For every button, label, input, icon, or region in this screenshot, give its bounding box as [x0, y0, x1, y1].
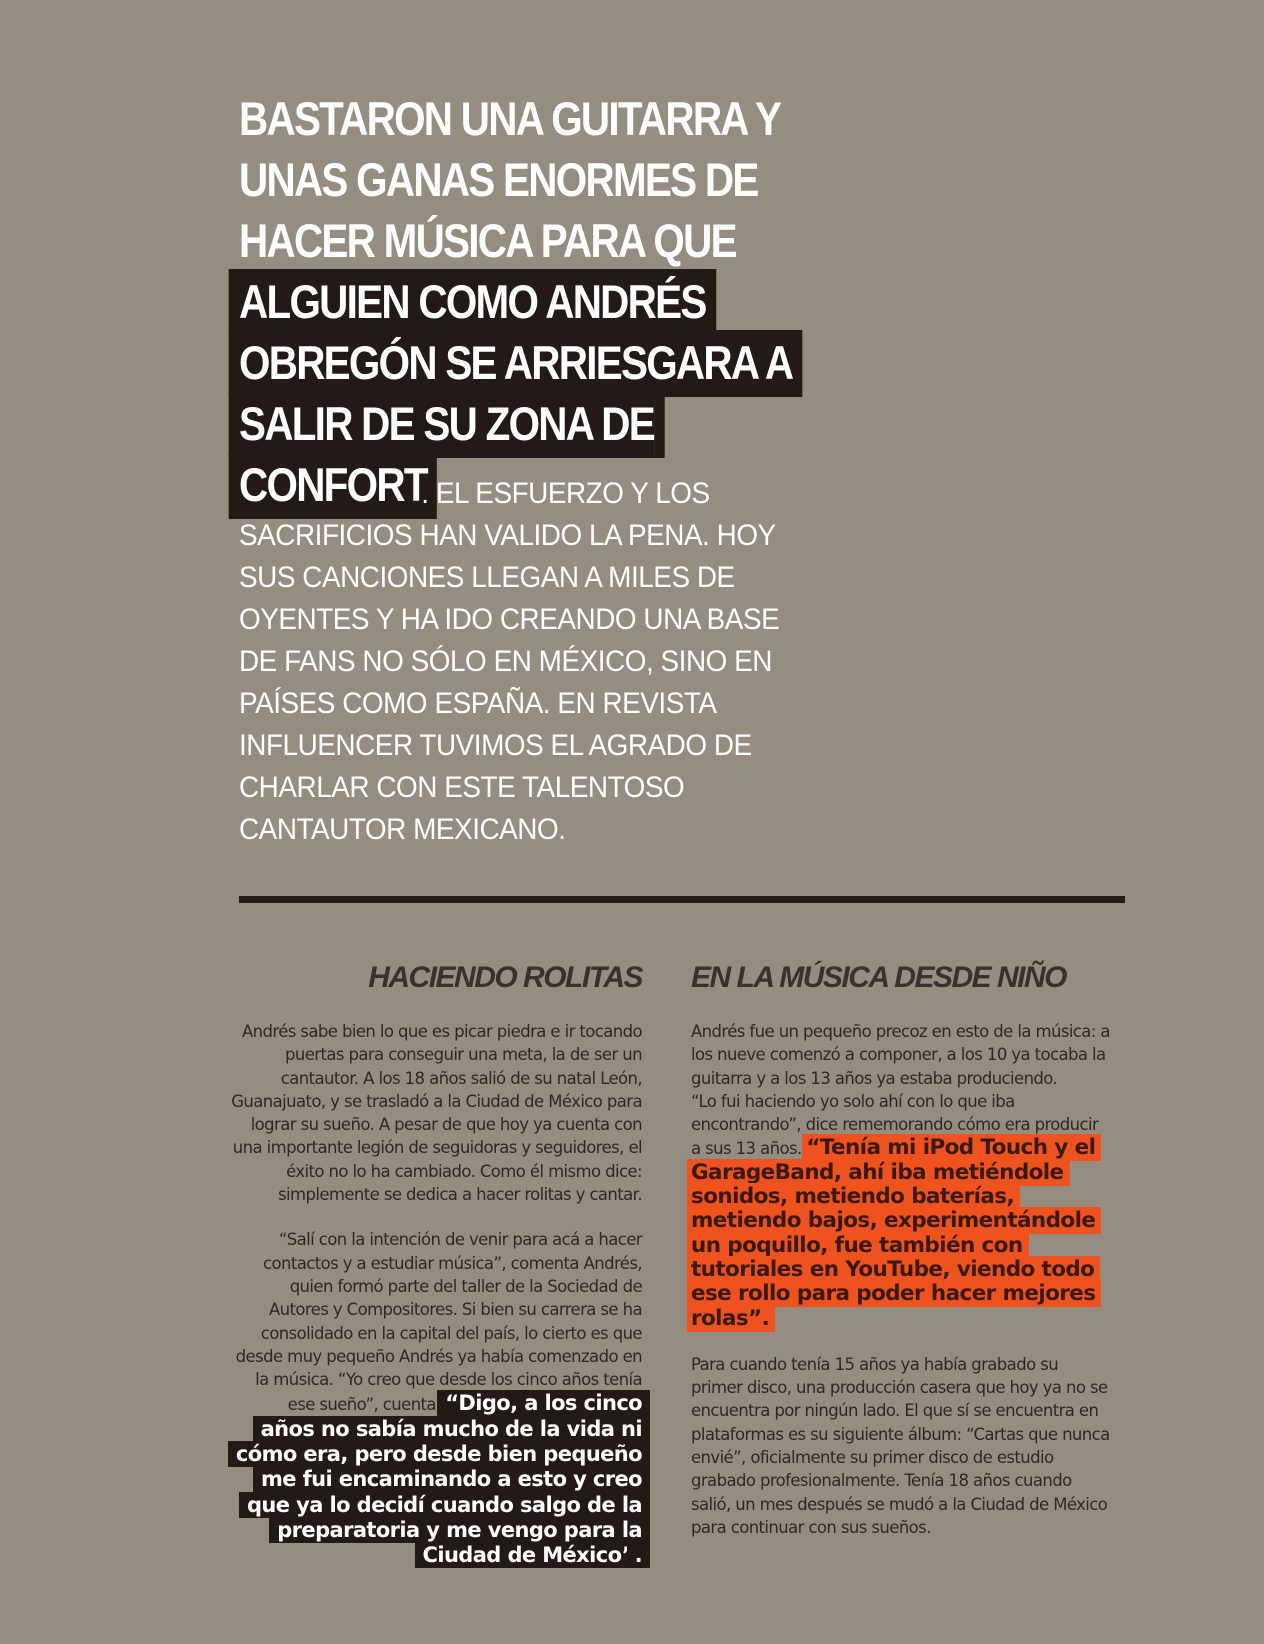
dek-line: CANTAUTOR MEXICANO. [239, 813, 566, 846]
headline-highlight: CONFORT [239, 452, 427, 519]
pull-quote-end: . [634, 1543, 642, 1568]
section-heading: HACIENDO ROLITAS [368, 961, 642, 994]
pull-quote: “Tenía mi iPod Touch y el GarageBand, ahí iba metiéndole sonidos, metiendo baterías, metiendo bajos, experimentándole un poquillo, fue también con tutoriales en YouTube, viendo todo ese rollo para poder hacer mejores rolas”. [691, 1135, 1096, 1331]
headline [239, 88, 858, 515]
dek-line: PAÍSES COMO ESPAÑA. EN REVISTA [239, 687, 717, 720]
headline-dark-line [239, 271, 858, 332]
left-column [230, 956, 642, 1569]
headline-line: HACER MÚSICA PARA QUE [239, 214, 736, 267]
body-paragraph [691, 1090, 1111, 1331]
right-column [691, 956, 1111, 1539]
dek-line: SACRIFICIOS HAN VALIDO LA PENA. HOY [239, 519, 776, 552]
dek-line: CHARLAR CON ESTE TALENTOSO [239, 771, 685, 804]
body-paragraph: Para cuando tenía 15 años ya había grabado su primer disco, una producción casera que hoy ya no se encuentra por ningún lado. El que sí se encuentra en plataformas es su siguiente álbum: “Cartas que nunca envié”, oficialmente su primer disco de estudio grabado profesionalmente. Tenía 18 años cuando salió, un mes después se mudó a la Ciudad de México para continuar con sus sueños. [691, 1354, 1110, 1537]
section-divider [239, 896, 1125, 903]
dek-line [239, 473, 853, 515]
headline-dark-line [239, 332, 858, 393]
dek [239, 473, 853, 851]
body-paragraph [230, 1228, 642, 1568]
dek-start: . EL ESFUERZO Y LOS [421, 477, 710, 510]
headline-line: BASTARON UNA GUITARRA Y [239, 92, 781, 145]
headline-line: UNAS GANAS ENORMES DE [239, 153, 758, 206]
body-text: “Lo fui haciendo yo solo ahí con lo que iba encontrando”, dice rememorando cómo era producir a sus 13 años. [691, 1091, 1099, 1159]
body-text: “Salí con la intención de venir para acá a hacer contactos y a estudiar música”, comenta Andrés, quien formó parte del taller de la Sociedad de Autores y Compositores. Si bien su carrera se ha consolidado en la capital del país, lo cierto es que desde muy pequeño Andrés ya había comenzado en la música. “Yo creo que desde los cinco años tenía ese sueño”, cuenta. [235, 1230, 642, 1415]
pull-quote: “Digo, a los cinco años no sabía mucho de la vida ni cómo era, pero desde bien pequeño me fui encaminando a esto y creo que ya lo decidí cuando salgo de la preparatoria y me vengo para la Ciudad de México” [235, 1391, 642, 1568]
dek-line: DE FANS NO SÓLO EN MÉXICO, SINO EN [239, 645, 773, 678]
section-heading: EN LA MÚSICA DESDE NIÑO [691, 961, 1066, 994]
body-paragraph: Andrés fue un pequeño precoz en esto de la música: a los nueve comenzó a componer, a los 10 ya tocaba la guitarra y a los 13 años ya estaba produciendo. [691, 1022, 1110, 1088]
dek-line: INFLUENCER TUVIMOS EL AGRADO DE [239, 729, 752, 762]
intro-block [239, 88, 849, 851]
headline-highlight: SALIR DE SU ZONA DE [239, 391, 654, 458]
headline-dark-line [239, 393, 858, 454]
headline-highlight: ALGUIEN COMO ANDRÉS [239, 269, 706, 336]
dek-line: SUS CANCIONES LLEGAN A MILES DE [239, 561, 735, 594]
body-paragraph: Andrés sabe bien lo que es picar piedra e ir tocando puertas para conseguir una meta, la de ser un cantautor. A los 18 años salió de su natal León, Guanajuato, y se trasladó a la Ciudad de México para lograr su sueño. A pesar de que hoy ya cuenta con una importante legión de seguidoras y seguidores, el éxito no lo ha cambiado. Como él mismo dice: simplemente se dedica a hacer rolitas y cantar. [231, 1022, 642, 1205]
dek-line: OYENTES Y HA IDO CREANDO UNA BASE [239, 603, 780, 636]
headline-highlight: OBREGÓN SE ARRIESGARA A [239, 330, 792, 397]
